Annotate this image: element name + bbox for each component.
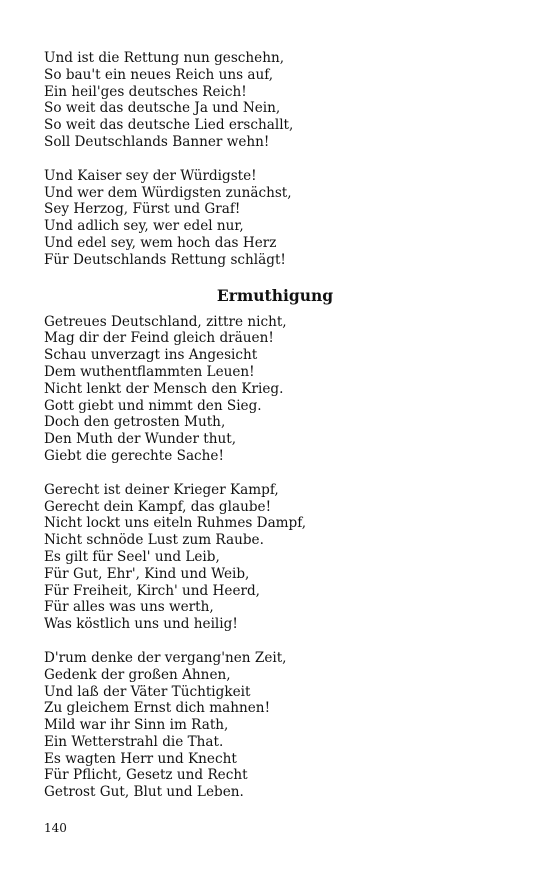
stanza xyxy=(44,50,506,151)
verse-line: Mild war ihr Sinn im Rath, xyxy=(44,717,229,734)
verse-line: Schau unverzagt ins Angesicht xyxy=(44,347,258,364)
verse-line: Für Pflicht, Gesetz und Recht xyxy=(44,767,248,784)
verse-line: Soll Deutschlands Banner wehn! xyxy=(44,133,270,150)
verse-line: Getreues Deutschland, zittre nicht, xyxy=(44,313,287,330)
verse-line: Für alles was uns werth, xyxy=(44,599,214,616)
verse-line: Nicht lenkt der Mensch den Krieg. xyxy=(44,380,284,397)
verse-line: Und wer dem Würdigsten zunächst, xyxy=(44,184,292,201)
stanza xyxy=(44,482,506,633)
stanza xyxy=(44,650,506,801)
verse-line: Und laß der Väter Tüchtigkeit xyxy=(44,683,251,700)
verse-line: Für Gut, Ehr', Kind und Weib, xyxy=(44,565,250,582)
poem-title: Ermuthigung xyxy=(216,285,334,305)
verse-line: Gerecht ist deiner Krieger Kampf, xyxy=(44,481,279,498)
verse-line: Ein Wetterstrahl die That. xyxy=(44,733,224,750)
verse-line: Nicht schnöde Lust zum Raube. xyxy=(44,532,264,549)
verse-line: Es gilt für Seel' und Leib, xyxy=(44,548,220,565)
verse-line: Ein heil'ges deutsches Reich! xyxy=(44,83,247,100)
verse-line: So weit das deutsche Lied erschallt, xyxy=(44,117,294,134)
page-body xyxy=(44,50,506,818)
verse-line: Sey Herzog, Fürst und Graf! xyxy=(44,201,241,218)
verse-line: D'rum denke der vergang'nen Zeit, xyxy=(44,649,287,666)
verse-line: Für Deutschlands Rettung schlägt! xyxy=(44,251,286,268)
verse-line: Nicht lockt uns eiteln Ruhmes Dampf, xyxy=(44,515,307,532)
page-number: 140 xyxy=(44,821,67,835)
verse-line: Es wagten Herr und Knecht xyxy=(44,750,237,767)
verse-line: Was köstlich uns und heilig! xyxy=(44,616,238,633)
verse-line: Und ist die Rettung nun geschehn, xyxy=(44,50,285,66)
verse-line: Und Kaiser sey der Würdigste! xyxy=(44,167,257,184)
verse-line: So bau't ein neues Reich uns auf, xyxy=(44,66,274,83)
verse-line: Für Freiheit, Kirch' und Heerd, xyxy=(44,582,261,599)
verse-line: So weit das deutsche Ja und Nein, xyxy=(44,100,281,117)
verse-line: Mag dir der Feind gleich dräuen! xyxy=(44,330,274,347)
verse-line: Giebt die gerechte Sache! xyxy=(44,447,224,464)
verse-line: Und edel sey, wem hoch das Herz xyxy=(44,234,277,251)
verse-line: Gerecht dein Kampf, das glaube! xyxy=(44,498,272,515)
verse-line: Den Muth der Wunder thut, xyxy=(44,431,237,448)
verse-line: Doch den getrosten Muth, xyxy=(44,414,226,431)
verse-line: Und adlich sey, wer edel nur, xyxy=(44,218,244,235)
stanza xyxy=(44,168,506,269)
stanza xyxy=(44,314,506,465)
verse-line: Gedenk der großen Ahnen, xyxy=(44,666,231,683)
verse-line: Gott giebt und nimmt den Sieg. xyxy=(44,397,262,414)
verse-line: Getrost Gut, Blut und Leben. xyxy=(44,784,244,801)
verse-line: Dem wuthentflammten Leuen! xyxy=(44,363,255,380)
verse-line: Zu gleichem Ernst dich mahnen! xyxy=(44,700,271,717)
